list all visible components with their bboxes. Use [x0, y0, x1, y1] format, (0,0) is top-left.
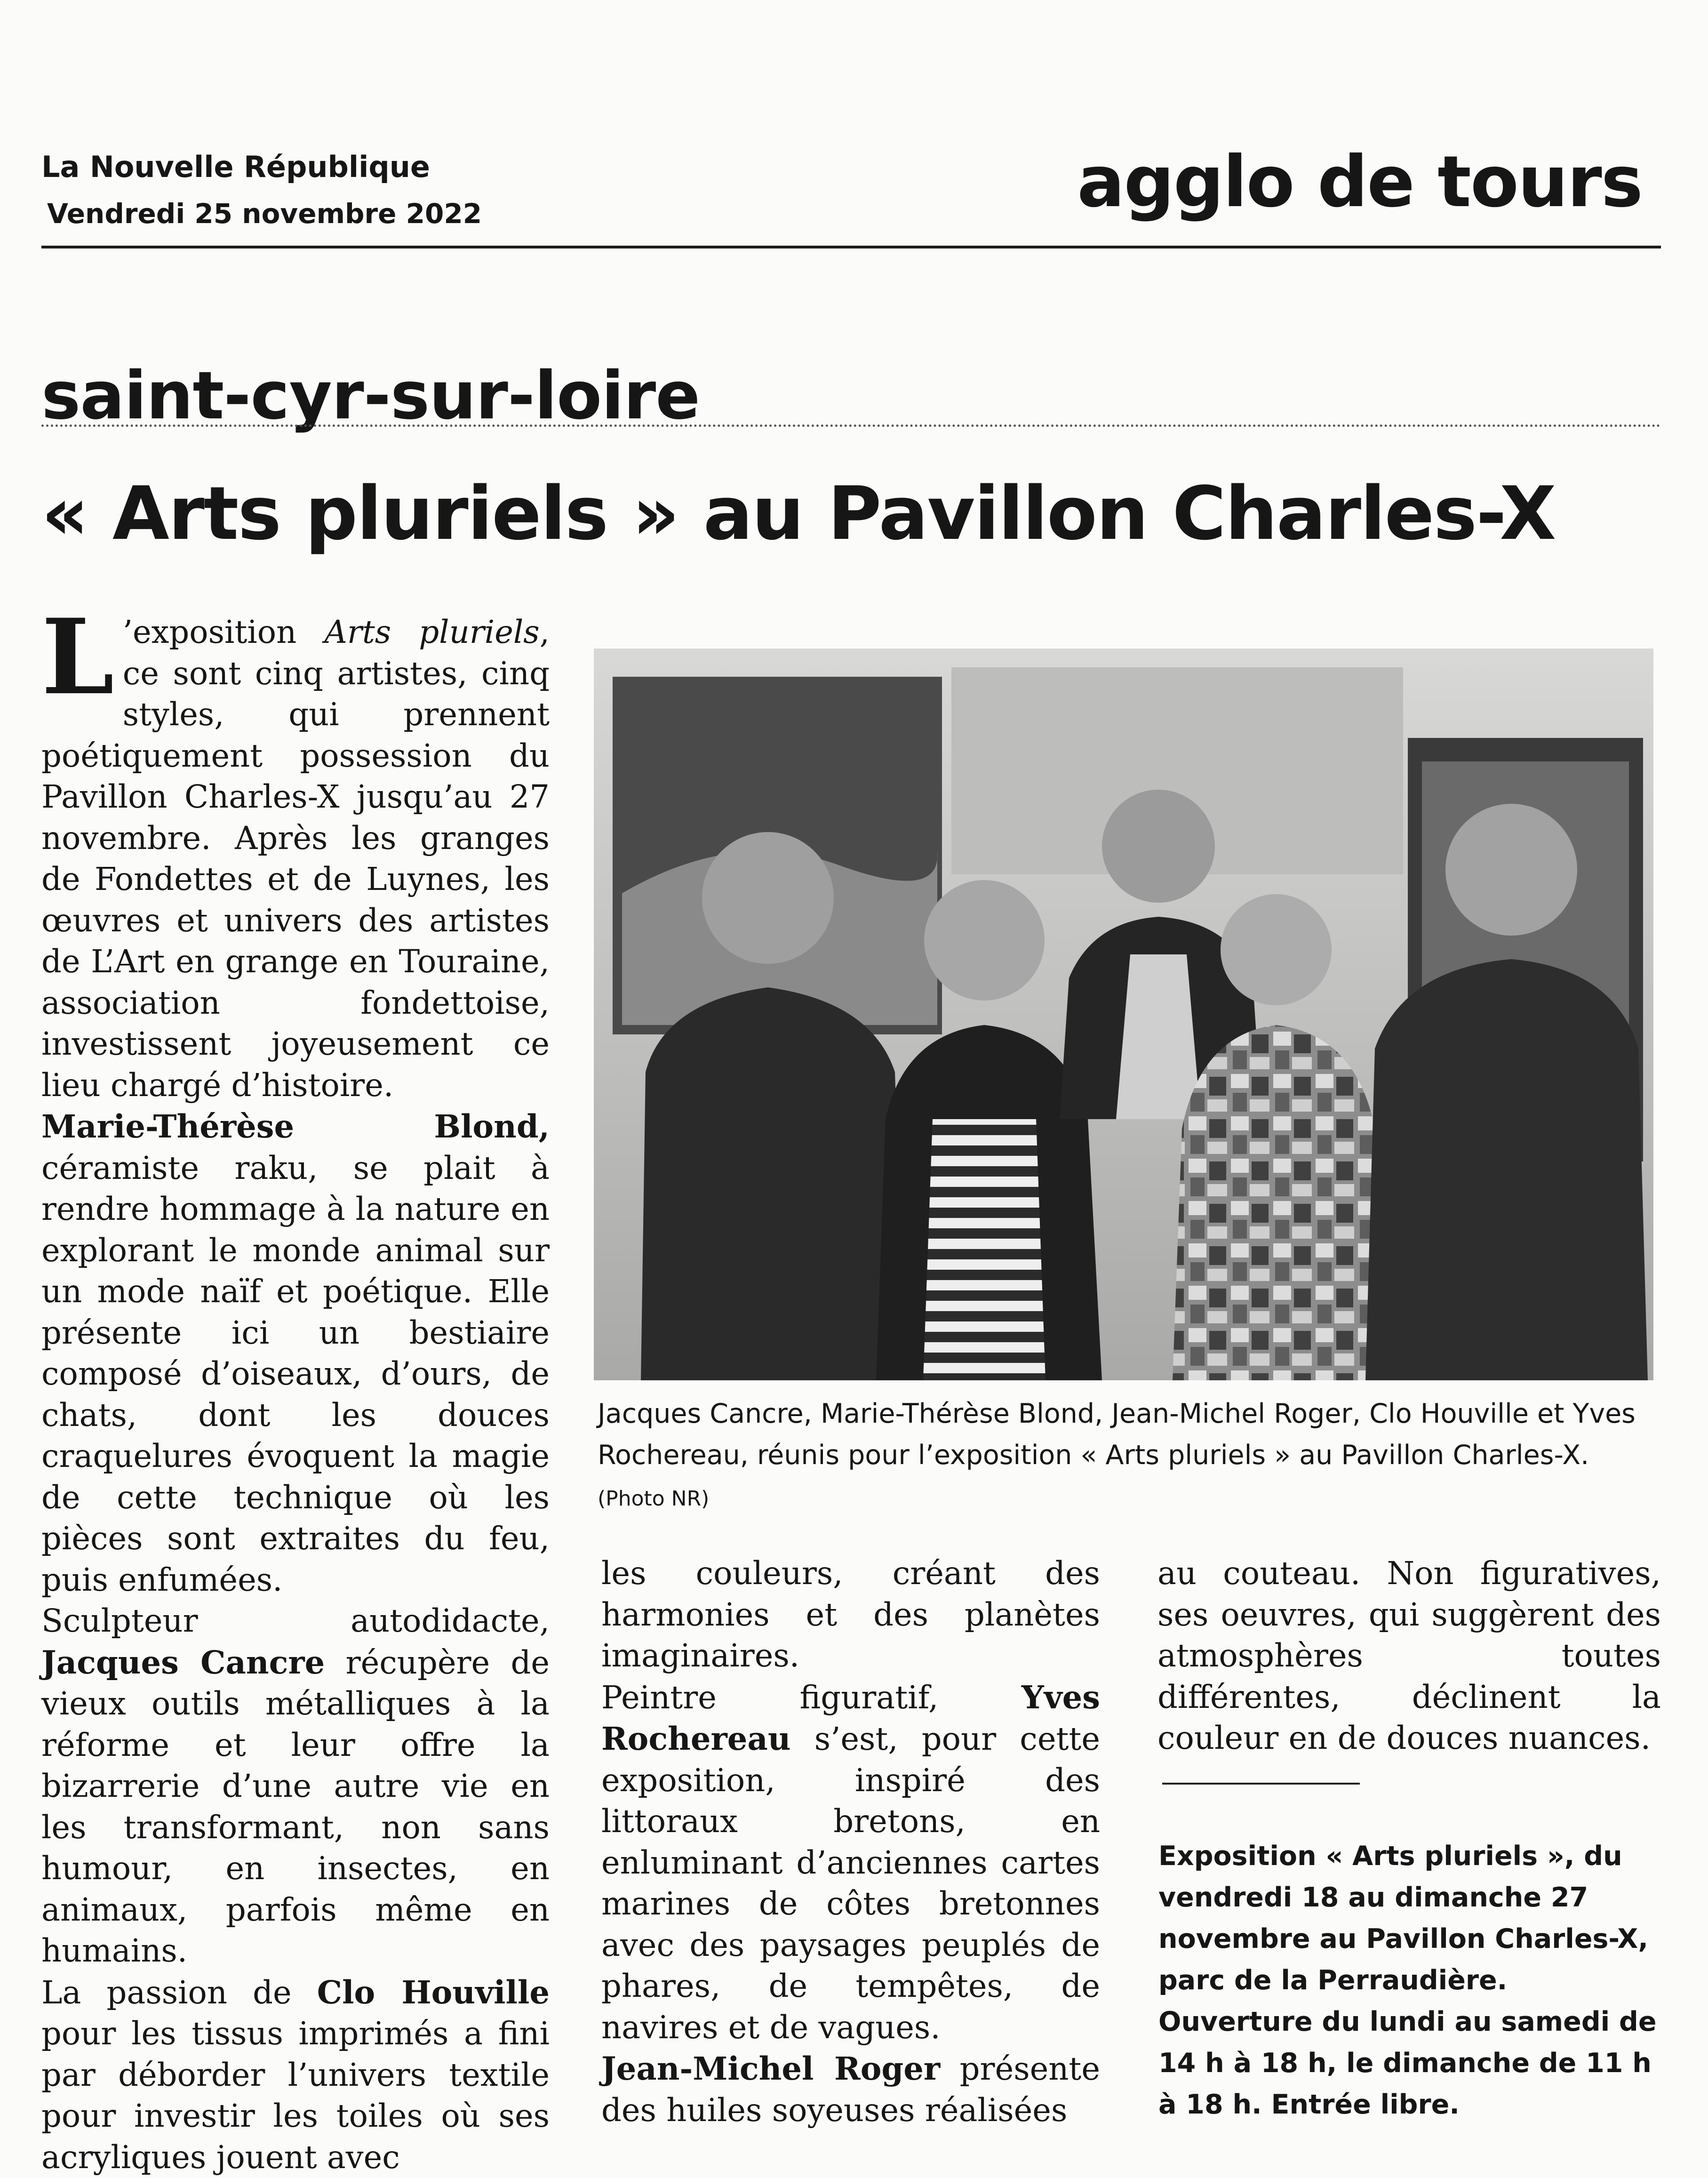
artist-name: Jacques Cancre	[41, 1644, 325, 1681]
artist-name: Marie-Thérèse Blond,	[41, 1108, 550, 1145]
paragraph-roger-continued: au couteau. Non figuratives, ses oeuvres, qui suggèrent des atmosphères toutes différentes, déclinent la couleur en de douces nuances.	[1157, 1553, 1661, 1759]
paragraph-lead: Peintre figuratif,	[601, 1679, 1022, 1716]
artist-name: Yves Rochereau	[601, 1679, 1100, 1758]
article-column-3	[1157, 1553, 1661, 1759]
article-headline: « Arts pluriels » au Pavillon Charles-X	[41, 471, 1556, 556]
paragraph-text: récupère de vieux outils métalliques à la réforme et leur offre la bizarrerie d’une autre vie en les transformant, non sans humour, en insectes, en animaux, parfois même en humains.	[41, 1644, 550, 1970]
paragraph-text: pour les tissus imprimés a fini par déborder l’univers textile pour investir les toiles où ses acryliques jouent avec	[41, 2015, 550, 2176]
paragraph-blond	[41, 1106, 550, 1601]
artist-name: Clo Houville	[317, 1974, 550, 2011]
photo-caption	[598, 1393, 1661, 1520]
paragraph-houville-continued: les couleurs, créant des harmonies et des planètes imaginaires.	[601, 1553, 1100, 1677]
paragraph-text: s’est, pour cette exposition, inspiré des littoraux bretons, en enluminant d’anciennes cartes marines de côtes bretonnes avec des paysages peuplés de phares, de tempêtes, de navires et de vagues.	[601, 1721, 1100, 2046]
article-column-2	[601, 1553, 1100, 2131]
publication-date: Vendredi 25 novembre 2022	[47, 198, 482, 230]
publication-name: La Nouvelle République	[41, 150, 430, 184]
caption-text: Jacques Cancre, Marie-Thérèse Blond, Jean-Michel Roger, Clo Houville et Yves Rochereau, réunis pour l’exposition « Arts pluriels » au Pavillon Charles-X.	[598, 1398, 1636, 1471]
paragraph-text: présente des huiles soyeuses réalisées	[601, 2050, 1100, 2129]
intro-text: , ce sont cinq artistes, cinq styles, qui prennent poétiquement possession du Pavillon Charles-X jusqu’au 27 novembre. Après les granges de Fondettes et de Luynes, les œuvres et univers des artistes de L’Art en grange en Touraine, association fondettoise, investissent joyeusement ce lieu chargé d’histoire.	[41, 614, 550, 1104]
paragraph-rochereau	[601, 1677, 1100, 2049]
photo-credit: (Photo NR)	[598, 1487, 709, 1511]
intro-paragraph	[41, 612, 550, 1106]
paragraph-text: céramiste raku, se plait à rendre hommage à la nature en explorant le monde animal sur un mode naïf et poétique. Elle présente ici un bestiaire composé d’oiseaux, d’ours, de chats, dont les douces craquelures évoquent la magie de cette technique où les pièces sont extraites du feu, puis enfumées.	[41, 1150, 550, 1598]
article-column-1	[41, 612, 550, 2178]
info-box-rule	[1162, 1783, 1360, 1785]
exhibition-info: Exposition « Arts pluriels », du vendredi 18 au dimanche 27 novembre au Pavillon Charles-X, parc de la Perraudière. Ouverture du lundi au samedi de 14 h à 18 h, le dimanche de 11 h à 18 h. Entrée libre.	[1158, 1835, 1667, 2125]
paragraph-lead: La passion de	[41, 1974, 317, 2011]
exhibition-title-italic: Arts pluriels	[324, 614, 539, 650]
paragraph-cancre	[41, 1601, 550, 1972]
paragraph-houville	[41, 1972, 550, 2178]
article-photo	[594, 649, 1653, 1380]
paragraph-lead: Sculpteur autodidacte,	[41, 1602, 550, 1639]
kicker-dotted-rule	[41, 424, 1661, 427]
artist-name: Jean-Michel Roger	[601, 2050, 940, 2087]
article-kicker: saint-cyr-sur-loire	[41, 358, 700, 434]
intro-lead: ’exposition	[123, 614, 325, 650]
paragraph-roger	[601, 2048, 1100, 2131]
section-title: agglo de tours	[1077, 141, 1642, 223]
header-rule	[41, 246, 1661, 248]
drop-cap: L	[41, 615, 114, 699]
group-photo-illustration	[594, 649, 1653, 1380]
